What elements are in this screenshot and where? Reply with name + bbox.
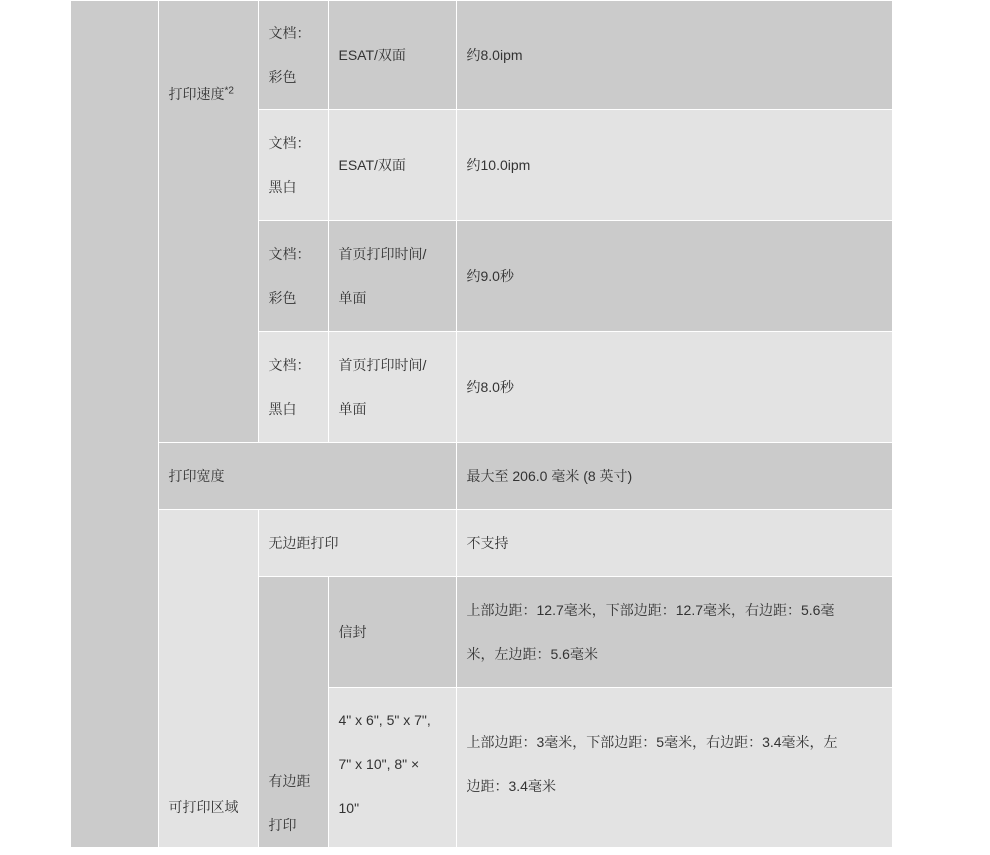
- doc-type-cell: [258, 110, 328, 221]
- media-line3: 10": [338, 800, 360, 816]
- doc-type-line1: 文档：: [268, 246, 311, 262]
- print-width-value: 最大至 206.0 毫米 (8 英寸): [466, 468, 633, 484]
- margin-value-line2: 边距：3.4毫米: [466, 778, 556, 794]
- doc-type-cell: [258, 221, 328, 332]
- value-cell: [456, 332, 892, 443]
- printable-area-label-cell: [158, 510, 258, 848]
- bordered-label-line2: 打印: [268, 817, 297, 833]
- doc-type-line2: 彩色: [268, 290, 297, 306]
- mode-line2: 单面: [338, 290, 367, 306]
- bordered-label-line1: 有边距: [268, 773, 311, 789]
- doc-type-line1: 文档：: [268, 357, 311, 373]
- value-text: 约10.0ipm: [466, 157, 531, 173]
- doc-type-cell: [258, 332, 328, 443]
- value-text: 约9.0秒: [466, 268, 514, 284]
- print-width-value-cell: [456, 443, 892, 510]
- mode-line1: 首页打印时间/: [338, 246, 427, 262]
- mode-cell: [328, 221, 456, 332]
- doc-type-line2: 黑白: [268, 179, 297, 195]
- print-speed-label: 打印速度: [168, 86, 225, 102]
- margin-value-cell: [456, 688, 892, 848]
- media-cell: [328, 688, 456, 848]
- doc-type-line2: 彩色: [268, 69, 297, 85]
- mode-cell: [328, 1, 456, 110]
- mode-cell: [328, 110, 456, 221]
- table-row: [71, 443, 892, 510]
- mode-text: ESAT/双面: [338, 47, 406, 63]
- mode-line2: 单面: [338, 401, 367, 417]
- print-width-label: 打印宽度: [168, 468, 225, 484]
- media-line1: 4" x 6", 5" x 7",: [338, 712, 431, 728]
- value-text: 约8.0ipm: [466, 47, 523, 63]
- margin-value-line2: 米，左边距：5.6毫米: [466, 646, 598, 662]
- margin-value-line1: 上部边距：12.7毫米，下部边距：12.7毫米，右边距：5.6毫: [466, 602, 835, 618]
- print-speed-label-cell: [158, 1, 258, 443]
- bordered-label-cell: [258, 577, 328, 848]
- table-row: [71, 1, 892, 110]
- margin-value-cell: [456, 577, 892, 688]
- doc-type-line1: 文档：: [268, 135, 311, 151]
- media-cell: [328, 577, 456, 688]
- mode-cell: [328, 332, 456, 443]
- doc-type-line1: 文档：: [268, 25, 311, 41]
- margin-value-line1: 上部边距：3毫米，下部边距：5毫米，右边距：3.4毫米，左: [466, 734, 838, 750]
- printable-area-label: 可打印区域: [168, 799, 239, 815]
- print-speed-footnote: *2: [224, 85, 234, 97]
- print-width-label-cell: [158, 443, 456, 510]
- borderless-label: 无边距打印: [268, 535, 339, 551]
- doc-type-cell: [258, 1, 328, 110]
- left-side-column: [71, 1, 158, 848]
- mode-line1: 首页打印时间/: [338, 357, 427, 373]
- value-cell: [456, 1, 892, 110]
- borderless-label-cell: [258, 510, 456, 577]
- media-text: 信封: [338, 624, 367, 640]
- value-cell: [456, 110, 892, 221]
- specifications-table: [71, 0, 892, 848]
- table-row: [71, 510, 892, 577]
- value-cell: [456, 221, 892, 332]
- value-text: 约8.0秒: [466, 379, 514, 395]
- borderless-value: 不支持: [466, 535, 509, 551]
- borderless-value-cell: [456, 510, 892, 577]
- spec-table: [71, 0, 892, 855]
- mode-text: ESAT/双面: [338, 157, 406, 173]
- media-line2: 7" x 10", 8" ×: [338, 756, 420, 772]
- doc-type-line2: 黑白: [268, 401, 297, 417]
